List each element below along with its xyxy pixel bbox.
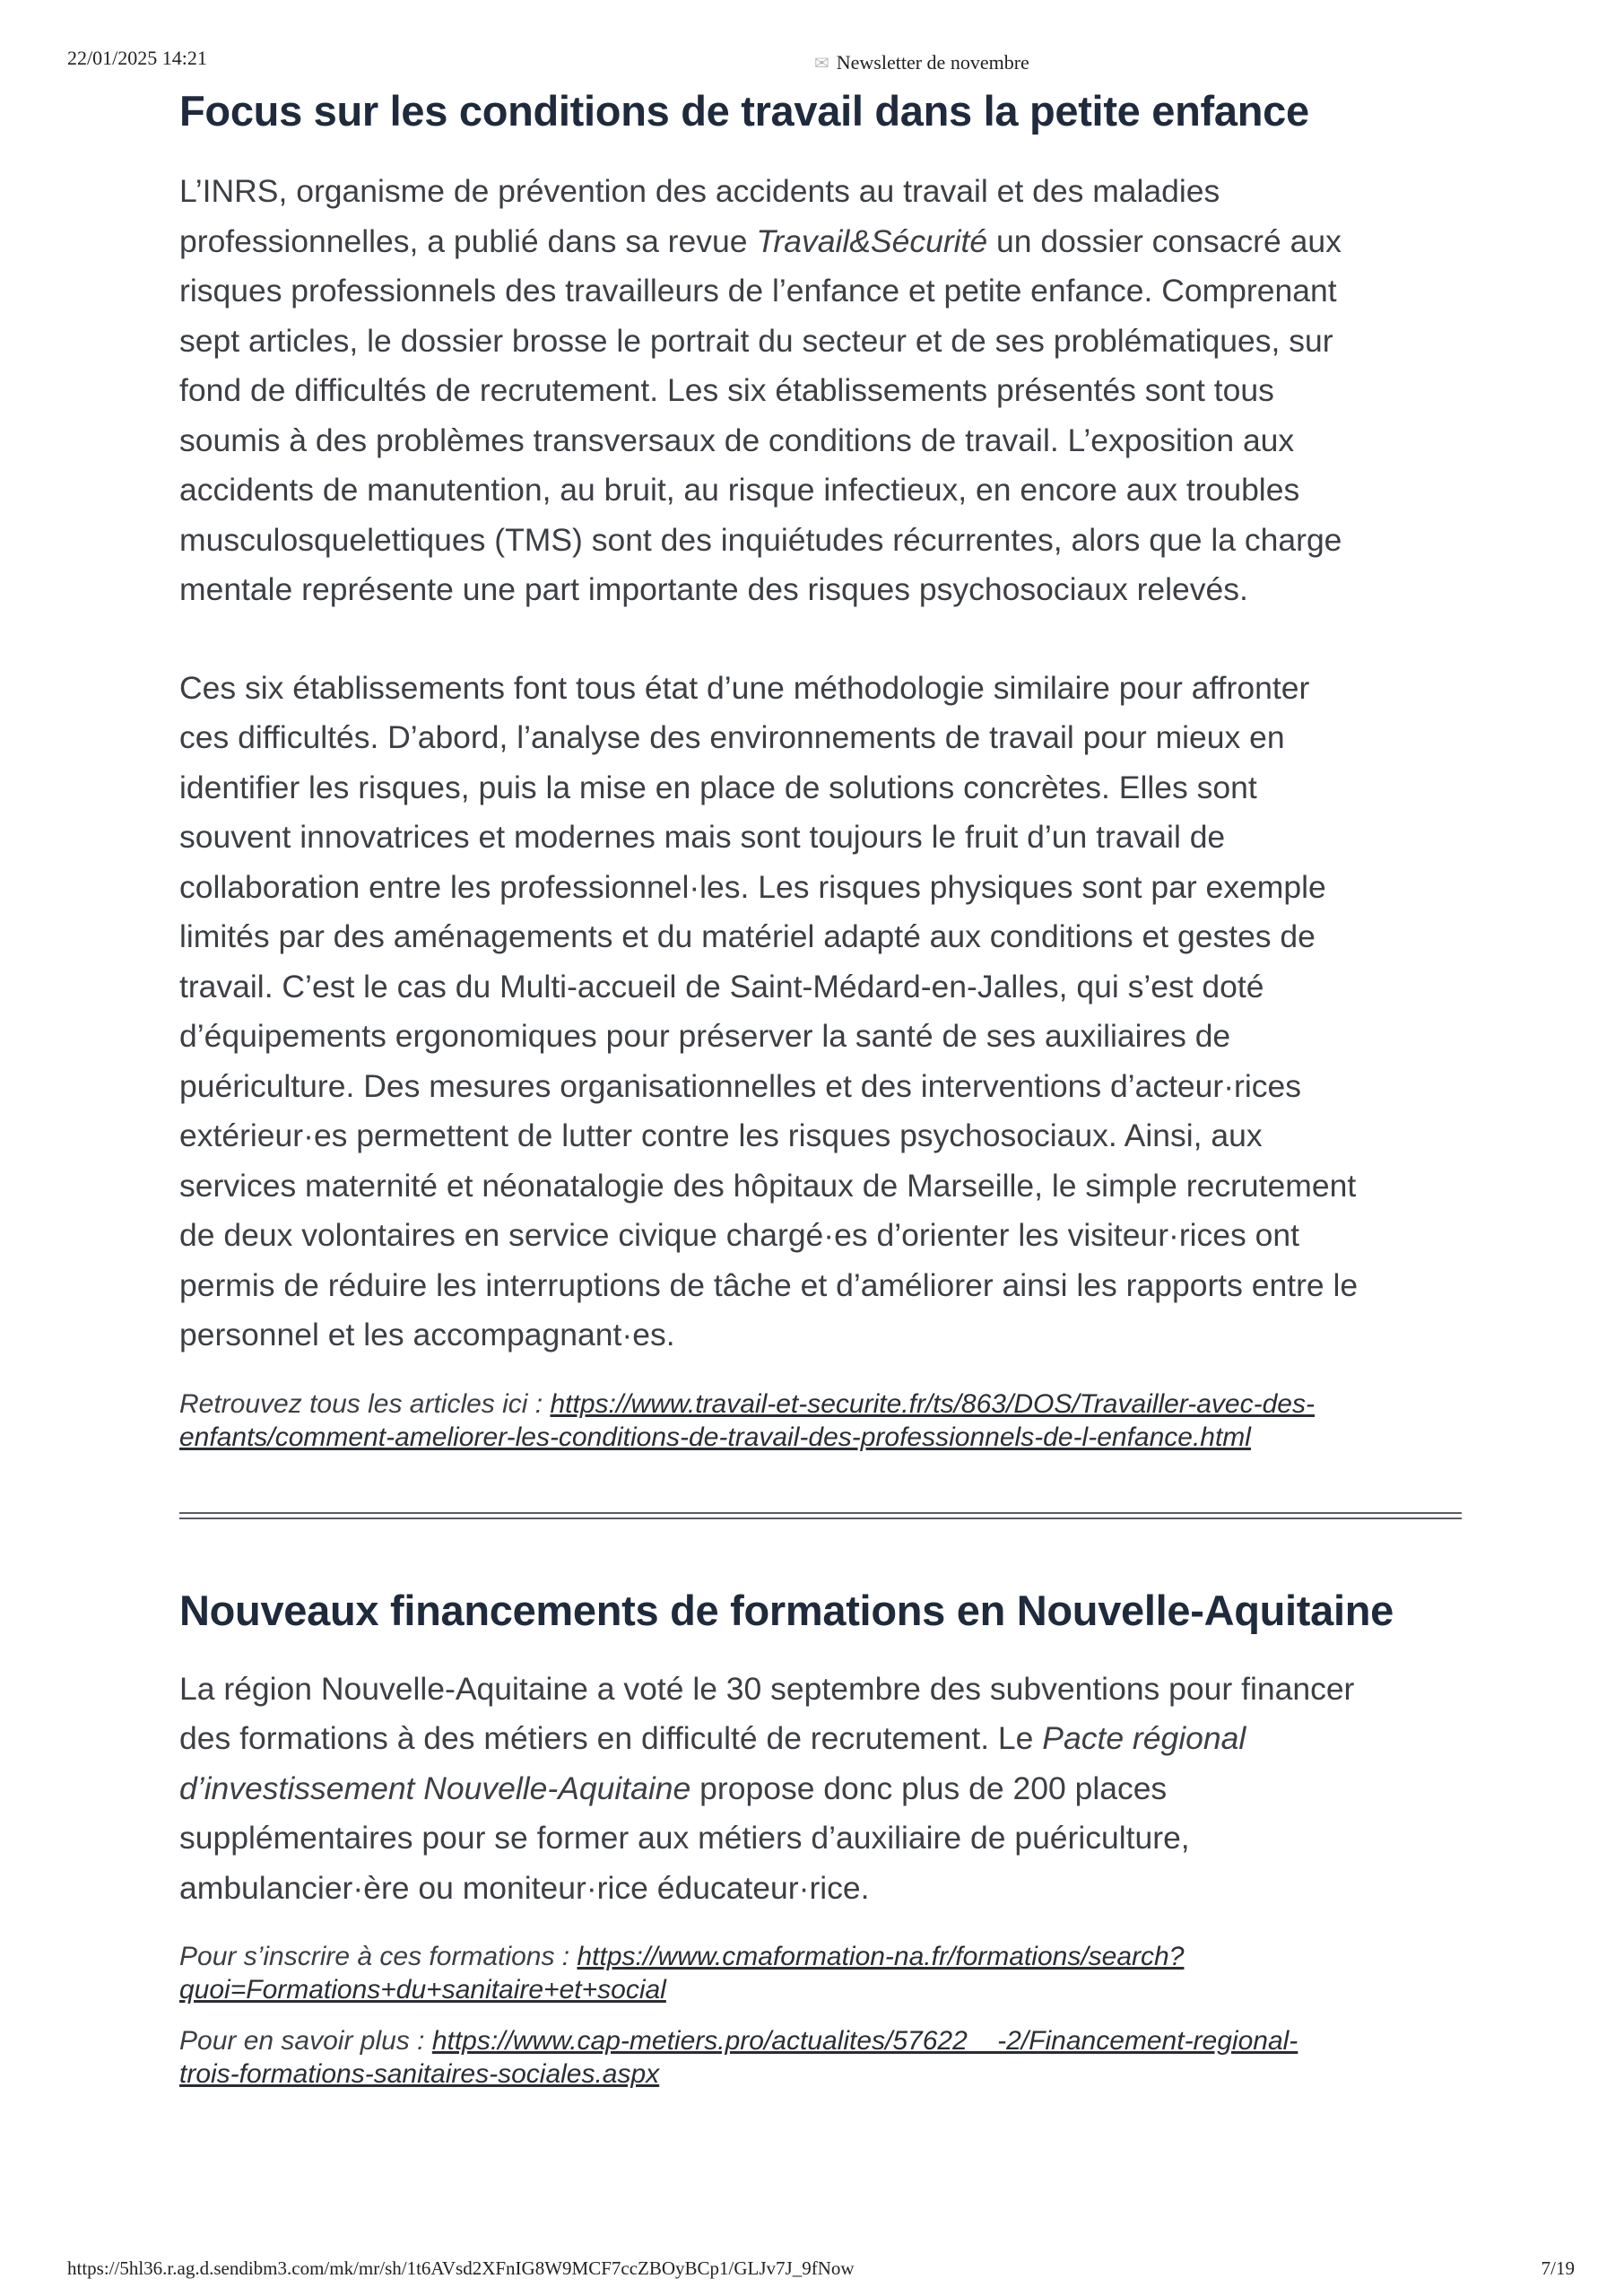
more-info-link[interactable]: https://www.cap-metiers.pro/actualites/57622__-2/Financement-regional- trois-formations-sanitaires-sociales.aspx [179, 2026, 1298, 2089]
link-label: Retrouvez tous les articles ici : [179, 1388, 551, 1419]
text-line: des formations à des métiers en difficulté de recrutement. Le [179, 1720, 1043, 1756]
print-title [814, 51, 1029, 74]
signup-note [179, 1940, 1462, 2006]
text-line: services maternité et néonatalogie des hôpitaux de Marseille, le simple recrutement [179, 1167, 1357, 1204]
text-line: mentale représente une part importante des risques psychosociaux relevés. [179, 571, 1248, 607]
article-paragraph-1 [179, 167, 1462, 615]
text-line: un dossier consacré aux [987, 222, 1342, 259]
link-label: Pour en savoir plus : [179, 2026, 432, 2056]
newsletter-title: Newsletter de novembre [836, 51, 1029, 74]
pacte-name: Pacte régional [1042, 1720, 1246, 1756]
text-line: musculosquelettiques (TMS) sont des inquiétudes récurrentes, alors que la charge [179, 521, 1342, 558]
articles-link-note [179, 1387, 1462, 1454]
text-line: L’INRS, organisme de prévention des accidents au travail et des maladies [179, 173, 1220, 209]
newsletter-content [179, 83, 1462, 2091]
text-line: personnel et les accompagnant·es. [179, 1317, 675, 1352]
text-line: soumis à des problèmes transversaux de conditions de travail. L’exposition aux [179, 422, 1295, 458]
text-line: sept articles, le dossier brosse le portrait du secteur et de ses problématiques, sur [179, 322, 1333, 359]
text-line: fond de difficultés de recrutement. Les six établissements présentés sont tous [179, 372, 1274, 408]
text-line: permis de réduire les interruptions de tâche et d’améliorer ainsi les rapports entre le [179, 1266, 1359, 1303]
text-line: puériculture. Des mesures organisationnelles et des interventions d’acteur·rices [179, 1067, 1302, 1104]
article-paragraph-2 [179, 664, 1462, 1361]
article-inrs [179, 83, 1462, 1454]
text-line: souvent innovatrices et modernes mais sont toujours le fruit d’un travail de [179, 819, 1226, 855]
text-line: collaboration entre les professionnel·les. Les risques physiques sont par exemple [179, 868, 1326, 905]
print-datetime: 22/01/2025 14:21 [67, 47, 207, 69]
articles-link[interactable]: https://www.travail-et-securite.fr/ts/863/DOS/Travailler-avec-des- enfants/comment-ameliorer-les-conditions-de-travail-des-professionnels-de-l-enfance.html [179, 1388, 1315, 1452]
text-line: accidents de manutention, au bruit, au risque infectieux, en encore aux troubles [179, 472, 1300, 508]
print-url: https://5hl36.r.ag.d.sendibm3.com/mk/mr/sh/1t6AVsd2XFnIG8W9MCF7ccZBOyBCp1/GLJv7J_9fNow [67, 2257, 855, 2279]
text-line: supplémentaires pour se former aux métiers d’auxiliaire de puériculture, [179, 1820, 1190, 1856]
more-info-note [179, 2024, 1462, 2091]
text-line: travail. C’est le cas du Multi-accueil de Saint-Médard-en-Jalles, qui s’est doté [179, 968, 1264, 1004]
pacte-name-cont: d’investissement Nouvelle-Aquitaine [179, 1770, 691, 1806]
page-number: 7/19 [1541, 2257, 1575, 2279]
review-name: Travail&Sécurité [756, 222, 988, 259]
text-line: Ces six établissements font tous état d’une méthodologie similaire pour affronter [179, 669, 1310, 706]
text-line: professionnelles, a publié dans sa revue [179, 222, 757, 259]
article-title: Nouveaux financements de formations en Nouvelle-Aquitaine [179, 1586, 1394, 1634]
text-line: ces difficultés. D’abord, l’analyse des environnements de travail pour mieux en [179, 719, 1285, 755]
text-line: extérieur·es permettent de lutter contre les risques psychosociaux. Ainsi, aux [179, 1118, 1263, 1153]
text-line: limités par des aménagements et du matériel adapté aux conditions et gestes de [179, 918, 1316, 954]
text-line: identifier les risques, puis la mise en place de solutions concrètes. Elles sont [179, 769, 1257, 805]
text-line: de deux volontaires en service civique chargé·es d’orienter les visiteur·rices ont [179, 1217, 1300, 1253]
text-line: ambulancier·ère ou moniteur·rice éducateur·rice. [179, 1869, 870, 1906]
text-line: propose donc plus de 200 places [690, 1770, 1168, 1806]
text-line: risques professionnels des travailleurs de l’enfance et petite enfance. Comprenant [179, 273, 1337, 309]
section-divider [179, 1512, 1462, 1519]
article-financements [179, 1582, 1462, 2092]
article-paragraph [179, 1665, 1462, 1914]
envelope-icon: ✉ [814, 54, 829, 74]
article-title: Focus sur les conditions de travail dans la petite enfance [179, 87, 1309, 135]
signup-link[interactable]: https://www.cmaformation-na.fr/formations/search? quoi=Formations+du+sanitaire+et+social [179, 1942, 1185, 2005]
text-line: d’équipements ergonomiques pour préserver la santé de ses auxiliaires de [179, 1018, 1231, 1054]
link-label: Pour s’inscrire à ces formations : [179, 1942, 578, 1971]
text-line: La région Nouvelle-Aquitaine a voté le 30 septembre des subventions pour financer [179, 1670, 1355, 1707]
